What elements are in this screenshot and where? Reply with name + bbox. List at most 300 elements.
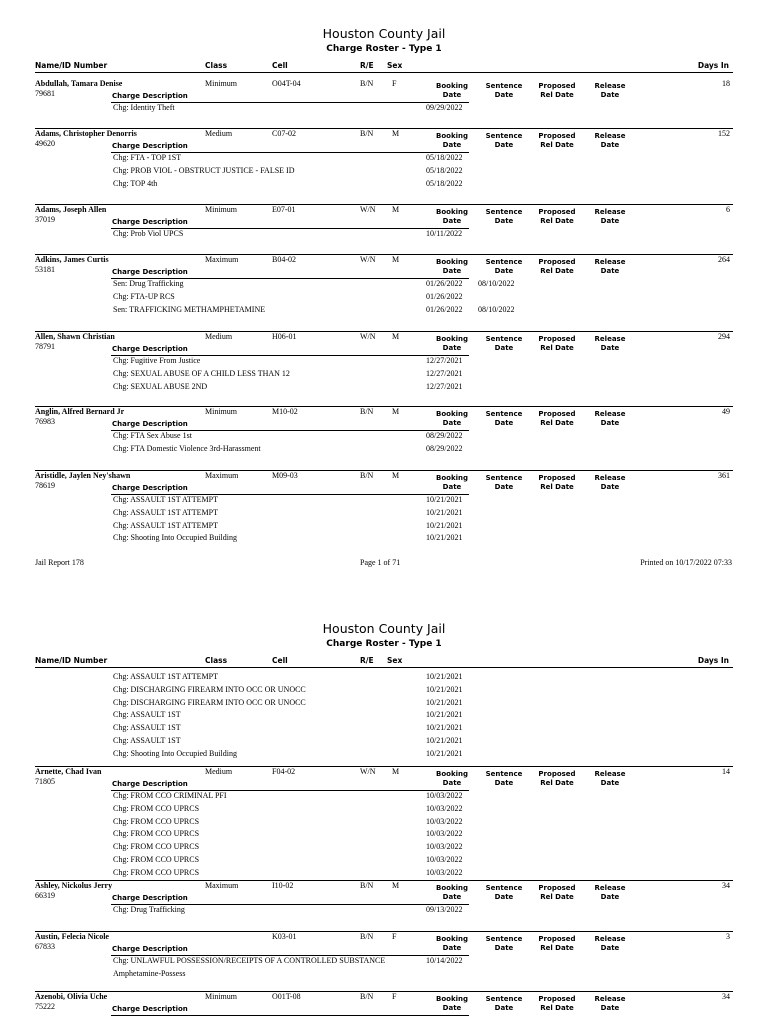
record-divider xyxy=(35,931,733,932)
charge-description: Chg: ASSAULT 1ST ATTEMPT xyxy=(113,495,218,504)
header-line: Date xyxy=(442,141,462,149)
header-line: Date xyxy=(494,1004,514,1012)
release-date-header xyxy=(585,335,635,353)
inmate-race-eth: B/N xyxy=(360,992,374,1001)
header-line: Date xyxy=(600,779,620,787)
header-line: Date xyxy=(442,267,462,275)
header-line: Booking xyxy=(435,884,468,892)
booking-date: 10/21/2021 xyxy=(426,684,463,694)
header-line: Release xyxy=(594,884,626,892)
sentence-date-header xyxy=(479,208,529,226)
charge-row xyxy=(35,905,733,918)
inmate-sex: M xyxy=(392,881,400,890)
inmate-race-eth: B/N xyxy=(360,471,374,480)
sentence-date-header xyxy=(479,335,529,353)
header-line: Date xyxy=(442,779,462,787)
booking-date: 10/03/2022 xyxy=(426,816,463,826)
inmate-class: Medium xyxy=(205,332,233,341)
proposed-rel-date-header xyxy=(532,995,582,1013)
header-line: Booking xyxy=(435,770,468,778)
header-line: Release xyxy=(594,410,626,418)
booking-date: 08/29/2022 xyxy=(426,443,463,453)
header-line: Date xyxy=(494,267,514,275)
charge-description: Chg: FTA - TOP 1ST xyxy=(113,153,182,162)
charge-row xyxy=(35,179,733,192)
header-line: Rel Date xyxy=(540,944,574,952)
header-line: Date xyxy=(600,91,620,99)
booking-date: 09/13/2022 xyxy=(426,905,463,914)
release-date-header xyxy=(585,995,635,1013)
charge-row xyxy=(35,723,733,735)
header-line: Release xyxy=(594,995,626,1003)
charge-description: Chg: ASSAULT 1ST ATTEMPT xyxy=(113,507,218,517)
inmate-id: 37019 xyxy=(35,215,55,224)
charge-description: Chg: UNLAWFUL POSSESSION/RECEIPTS OF A CONTROLLED SUBSTANCE xyxy=(113,956,386,965)
header-line: Booking xyxy=(435,258,468,266)
booking-date: 10/11/2022 xyxy=(426,229,463,238)
record-divider xyxy=(35,991,733,992)
inmate-race-eth: B/N xyxy=(360,79,374,88)
booking-date: 10/21/2021 xyxy=(426,736,463,745)
charge-description: Chg: FTA Sex Abuse 1st xyxy=(113,431,192,440)
inmate-id: 53181 xyxy=(35,265,55,274)
inmate-name: Arnette, Chad Ivan xyxy=(35,767,102,776)
charge-description: Chg: Identity Theft xyxy=(113,103,175,112)
header-line: Date xyxy=(442,1004,462,1012)
booking-date-header xyxy=(427,258,477,276)
charge-description: Chg: Prob Viol UPCS xyxy=(113,229,184,238)
booking-date-header xyxy=(427,935,477,953)
sentence-date-header xyxy=(479,995,529,1013)
inmate-race-eth: W/N xyxy=(360,255,376,264)
inmate-class: Maximum xyxy=(205,471,239,480)
header-line: Rel Date xyxy=(540,1004,574,1012)
days-in-value: 264 xyxy=(718,255,730,264)
booking-date: 12/27/2021 xyxy=(426,356,463,365)
header-line: Sentence xyxy=(485,335,523,343)
days-in-value: 294 xyxy=(718,332,730,341)
charge-row xyxy=(35,369,733,382)
release-date-header xyxy=(585,410,635,428)
charge-description-label: Charge Description xyxy=(112,218,188,226)
charge-description: Chg: FROM CCO UPRCS xyxy=(113,829,200,839)
header-line: Date xyxy=(600,141,620,149)
inmate-class: Minimum xyxy=(205,992,238,1001)
release-date-header xyxy=(585,82,635,100)
proposed-rel-date-header xyxy=(532,474,582,492)
charge-row xyxy=(35,382,733,395)
charge-row xyxy=(35,103,733,116)
charge-description: Chg: Shooting Into Occupied Building xyxy=(113,533,237,543)
header-line: Date xyxy=(442,483,462,491)
col-class: Class xyxy=(205,61,228,70)
inmate-race-eth: B/N xyxy=(360,881,374,890)
header-line: Date xyxy=(494,91,514,99)
booking-date: 05/18/2022 xyxy=(426,178,463,188)
header-line: Sentence xyxy=(485,935,523,943)
inmate-id: 75222 xyxy=(35,1002,55,1011)
inmate-race-eth: W/N xyxy=(360,767,376,776)
header-line: Date xyxy=(600,1004,620,1012)
col-class: Class xyxy=(205,656,228,665)
proposed-rel-date-header xyxy=(532,335,582,353)
proposed-rel-date-header xyxy=(532,258,582,276)
charge-description-label: Charge Description xyxy=(112,945,188,953)
header-line: Rel Date xyxy=(540,217,574,225)
inmate-cell: H06-01 xyxy=(272,332,297,341)
header-line: Date xyxy=(600,944,620,952)
inmate-race-eth: W/N xyxy=(360,205,376,214)
booking-date: 01/26/2022 xyxy=(426,291,463,301)
charge-row xyxy=(35,153,733,166)
header-line: Proposed xyxy=(538,410,576,418)
charge-description: Chg: Shooting Into Occupied Building xyxy=(113,748,237,758)
charge-description: Chg: Fugitive From Justice xyxy=(113,356,201,365)
charge-row xyxy=(35,710,733,722)
charge-description: Chg: FROM CCO UPRCS xyxy=(113,842,200,852)
charge-description: Chg: SEXUAL ABUSE 2ND xyxy=(113,381,208,391)
charge-description: Amphetamine-Possess xyxy=(113,968,186,978)
header-line: Booking xyxy=(435,474,468,482)
sentence-date: 08/10/2022 xyxy=(478,304,515,314)
header-line: Booking xyxy=(435,935,468,943)
header-line: Date xyxy=(600,893,620,901)
inmate-cell: O04T-04 xyxy=(272,79,301,88)
charge-row xyxy=(35,508,733,521)
inmate-sex: M xyxy=(392,129,400,138)
record-divider xyxy=(35,128,733,129)
header-line: Date xyxy=(494,344,514,352)
record-divider xyxy=(35,331,733,332)
inmate-sex: M xyxy=(392,205,400,214)
booking-date: 10/21/2021 xyxy=(426,697,463,707)
header-line: Rel Date xyxy=(540,141,574,149)
header-line: Proposed xyxy=(538,208,576,216)
release-date-header xyxy=(585,884,635,902)
charge-description: Chg: ASSAULT 1ST ATTEMPT xyxy=(113,520,218,530)
header-line: Proposed xyxy=(538,770,576,778)
inmate-id: 67833 xyxy=(35,942,55,951)
inmate-sex: F xyxy=(392,79,397,88)
charge-description: Chg: DISCHARGING FIREARM INTO OCC OR UNOCC xyxy=(113,697,306,707)
inmate-name: Adams, Joseph Allen xyxy=(35,205,107,214)
header-line: Booking xyxy=(435,335,468,343)
days-in-value: 14 xyxy=(722,767,730,776)
proposed-rel-date-header xyxy=(532,770,582,788)
inmate-cell: O01T-08 xyxy=(272,992,301,1001)
inmate-race-eth: B/N xyxy=(360,932,374,941)
header-line: Date xyxy=(442,419,462,427)
booking-date: 10/14/2022 xyxy=(426,956,463,965)
charge-row xyxy=(35,292,733,305)
booking-date: 09/29/2022 xyxy=(426,103,463,112)
header-line: Sentence xyxy=(485,208,523,216)
header-line: Booking xyxy=(435,208,468,216)
inmate-id: 66319 xyxy=(35,891,55,900)
header-line: Rel Date xyxy=(540,779,574,787)
record-divider xyxy=(35,766,733,767)
header-line: Release xyxy=(594,208,626,216)
inmate-id: 78619 xyxy=(35,481,55,490)
booking-date-header xyxy=(427,208,477,226)
charge-header-underline xyxy=(111,1015,469,1016)
sentence-date-header xyxy=(479,258,529,276)
inmate-sex: M xyxy=(392,255,400,264)
record-divider xyxy=(35,470,733,471)
header-line: Proposed xyxy=(538,335,576,343)
header-line: Proposed xyxy=(538,258,576,266)
charge-row xyxy=(35,229,733,242)
header-line: Rel Date xyxy=(540,483,574,491)
header-line: Date xyxy=(600,344,620,352)
header-line: Date xyxy=(494,483,514,491)
charge-description: Chg: ASSAULT 1ST xyxy=(113,723,181,733)
booking-date: 10/21/2021 xyxy=(426,723,463,733)
inmate-sex: F xyxy=(392,992,397,1001)
inmate-id: 76983 xyxy=(35,417,55,426)
proposed-rel-date-header xyxy=(532,935,582,953)
release-date-header xyxy=(585,208,635,226)
col-re: R/E xyxy=(360,656,374,665)
header-line: Rel Date xyxy=(540,344,574,352)
charge-row xyxy=(35,817,733,830)
header-line: Sentence xyxy=(485,770,523,778)
sentence-date: 08/10/2022 xyxy=(478,279,515,288)
header-line: Sentence xyxy=(485,82,523,90)
header-line: Date xyxy=(600,483,620,491)
proposed-rel-date-header xyxy=(532,208,582,226)
charge-description-label: Charge Description xyxy=(112,142,188,150)
inmate-name: Aristidle, Jaylen Ney'shawn xyxy=(35,471,131,480)
report-subtitle: Charge Roster - Type 1 xyxy=(326,44,442,54)
header-line: Sentence xyxy=(485,258,523,266)
report-title: Houston County Jail xyxy=(322,621,446,636)
header-line: Rel Date xyxy=(540,893,574,901)
proposed-rel-date-header xyxy=(532,82,582,100)
col-cell: Cell xyxy=(272,656,288,665)
inmate-race-eth: B/N xyxy=(360,407,374,416)
sentence-date-header xyxy=(479,474,529,492)
header-line: Date xyxy=(442,344,462,352)
inmate-id: 49620 xyxy=(35,139,55,148)
booking-date-header xyxy=(427,335,477,353)
inmate-race-eth: B/N xyxy=(360,129,374,138)
inmate-id: 78791 xyxy=(35,342,55,351)
charge-row xyxy=(35,685,733,697)
booking-date: 10/21/2021 xyxy=(426,748,463,758)
inmate-class: Medium xyxy=(205,767,233,776)
charge-description-label: Charge Description xyxy=(112,780,188,788)
header-line: Date xyxy=(600,217,620,225)
charge-row xyxy=(35,829,733,842)
header-line: Booking xyxy=(435,132,468,140)
header-line: Date xyxy=(600,419,620,427)
sentence-date-header xyxy=(479,884,529,902)
days-in-value: 18 xyxy=(722,79,730,88)
charge-description: Chg: FROM CCO UPRCS xyxy=(113,816,200,826)
booking-date: 05/18/2022 xyxy=(426,153,463,162)
sentence-date-header xyxy=(479,770,529,788)
inmate-cell: M10-02 xyxy=(272,407,298,416)
release-date-header xyxy=(585,935,635,953)
charge-row xyxy=(35,736,733,748)
booking-date: 01/26/2022 xyxy=(426,304,463,314)
header-line: Date xyxy=(494,217,514,225)
charge-description: Chg: FROM CCO UPRCS xyxy=(113,803,200,813)
charge-description: Chg: FROM CCO UPRCS xyxy=(113,855,200,864)
record-divider xyxy=(35,254,733,255)
charge-description: Chg: ASSAULT 1ST xyxy=(113,736,181,745)
charge-row xyxy=(35,305,733,318)
header-line: Date xyxy=(442,91,462,99)
record-divider xyxy=(35,204,733,205)
col-cell: Cell xyxy=(272,61,288,70)
header-line: Proposed xyxy=(538,995,576,1003)
header-line: Rel Date xyxy=(540,91,574,99)
col-name-id: Name/ID Number xyxy=(35,61,108,70)
header-line: Proposed xyxy=(538,82,576,90)
inmate-cell: E07-01 xyxy=(272,205,296,214)
header-line: Sentence xyxy=(485,995,523,1003)
header-line: Booking xyxy=(435,82,468,90)
inmate-sex: M xyxy=(392,407,400,416)
booking-date-header xyxy=(427,474,477,492)
header-line: Release xyxy=(594,935,626,943)
inmate-name: Anglin, Alfred Bernard Jr xyxy=(35,407,125,416)
header-line: Proposed xyxy=(538,474,576,482)
footer-printed-on: Printed on 10/17/2022 07:33 xyxy=(640,558,732,567)
days-in-value: 6 xyxy=(726,205,730,214)
report-subtitle: Charge Roster - Type 1 xyxy=(326,639,442,649)
charge-row xyxy=(35,166,733,179)
header-line: Sentence xyxy=(485,410,523,418)
charge-description: Chg: ASSAULT 1ST xyxy=(113,710,181,720)
charge-description: Chg: PROB VIOL - OBSTRUCT JUSTICE - FALSE ID xyxy=(113,165,295,175)
charge-row xyxy=(35,791,733,804)
release-date-header xyxy=(585,770,635,788)
charge-row xyxy=(35,842,733,855)
inmate-name: Austin, Felecia Nicole xyxy=(35,932,109,941)
inmate-sex: M xyxy=(392,471,400,480)
booking-date: 10/03/2022 xyxy=(426,855,463,864)
header-line: Date xyxy=(494,944,514,952)
days-in-value: 49 xyxy=(722,407,730,416)
header-line: Sentence xyxy=(485,132,523,140)
charge-row xyxy=(35,533,733,546)
header-line: Booking xyxy=(435,995,468,1003)
booking-date-header xyxy=(427,884,477,902)
inmate-sex: F xyxy=(392,932,397,941)
header-line: Booking xyxy=(435,410,468,418)
booking-date: 10/03/2022 xyxy=(426,867,463,877)
inmate-cell: F04-02 xyxy=(272,767,296,776)
inmate-class: Maximum xyxy=(205,881,239,890)
booking-date: 12/27/2021 xyxy=(426,381,463,391)
booking-date: 10/21/2021 xyxy=(426,495,463,504)
charge-description-label: Charge Description xyxy=(112,894,188,902)
sentence-date-header xyxy=(479,935,529,953)
sentence-date-header xyxy=(479,82,529,100)
col-re: R/E xyxy=(360,61,374,70)
header-line: Sentence xyxy=(485,474,523,482)
col-sex: Sex xyxy=(387,61,403,70)
booking-date: 10/21/2021 xyxy=(426,507,463,517)
booking-date: 10/21/2021 xyxy=(426,710,463,720)
charge-row xyxy=(35,749,733,761)
charge-row xyxy=(35,804,733,817)
header-line: Release xyxy=(594,82,626,90)
charge-description: Sen: Drug Trafficking xyxy=(113,279,184,288)
inmate-cell: B04-02 xyxy=(272,255,296,264)
col-name-id: Name/ID Number xyxy=(35,656,108,665)
col-sex: Sex xyxy=(387,656,403,665)
header-line: Release xyxy=(594,770,626,778)
charge-row xyxy=(35,431,733,444)
booking-date: 12/27/2021 xyxy=(426,368,463,378)
charge-row xyxy=(35,969,733,982)
footer-page-number: Page 1 of 71 xyxy=(360,558,401,567)
sentence-date-header xyxy=(479,132,529,150)
inmate-id: 79681 xyxy=(35,89,55,98)
inmate-class: Maximum xyxy=(205,255,239,264)
inmate-cell: I10-02 xyxy=(272,881,294,890)
inmate-name: Allen, Shawn Christian xyxy=(35,332,115,341)
header-line: Release xyxy=(594,474,626,482)
release-date-header xyxy=(585,132,635,150)
charge-row xyxy=(35,868,733,881)
charge-row xyxy=(35,279,733,292)
charge-row xyxy=(35,956,733,969)
header-line: Date xyxy=(494,419,514,427)
days-in-value: 152 xyxy=(718,129,730,138)
inmate-race-eth: W/N xyxy=(360,332,376,341)
booking-date: 10/03/2022 xyxy=(426,842,463,852)
charge-description-label: Charge Description xyxy=(112,92,188,100)
booking-date: 10/21/2021 xyxy=(426,520,463,530)
booking-date-header xyxy=(427,995,477,1013)
header-line: Release xyxy=(594,258,626,266)
booking-date-header xyxy=(427,770,477,788)
col-days-in: Days In xyxy=(697,656,729,665)
charge-description: Chg: FTA Domestic Violence 3rd-Harassment xyxy=(113,443,261,453)
inmate-class: Medium xyxy=(205,129,233,138)
inmate-cell: M09-03 xyxy=(272,471,298,480)
charge-row xyxy=(35,521,733,534)
charge-description: Chg: DISCHARGING FIREARM INTO OCC OR UNOCC xyxy=(113,684,306,694)
release-date-header xyxy=(585,474,635,492)
booking-date: 08/29/2022 xyxy=(426,431,463,440)
proposed-rel-date-header xyxy=(532,884,582,902)
booking-date-header xyxy=(427,132,477,150)
charge-row xyxy=(35,444,733,457)
charge-description-label: Charge Description xyxy=(112,484,188,492)
charge-row xyxy=(35,855,733,868)
record-divider xyxy=(35,880,733,881)
footer-report-id: Jail Report 178 xyxy=(35,558,84,567)
booking-date: 10/21/2021 xyxy=(426,672,463,681)
inmate-name: Ashley, Nickolus Jerry xyxy=(35,881,113,890)
proposed-rel-date-header xyxy=(532,410,582,428)
days-in-value: 361 xyxy=(718,471,730,480)
column-header-row xyxy=(35,61,733,73)
days-in-value: 3 xyxy=(726,932,730,941)
header-line: Date xyxy=(442,217,462,225)
header-line: Proposed xyxy=(538,884,576,892)
inmate-name: Azenobi, Olivia Uche xyxy=(35,992,108,1001)
booking-date: 10/21/2021 xyxy=(426,533,463,543)
charge-description-label: Charge Description xyxy=(112,345,188,353)
charge-row xyxy=(35,356,733,369)
